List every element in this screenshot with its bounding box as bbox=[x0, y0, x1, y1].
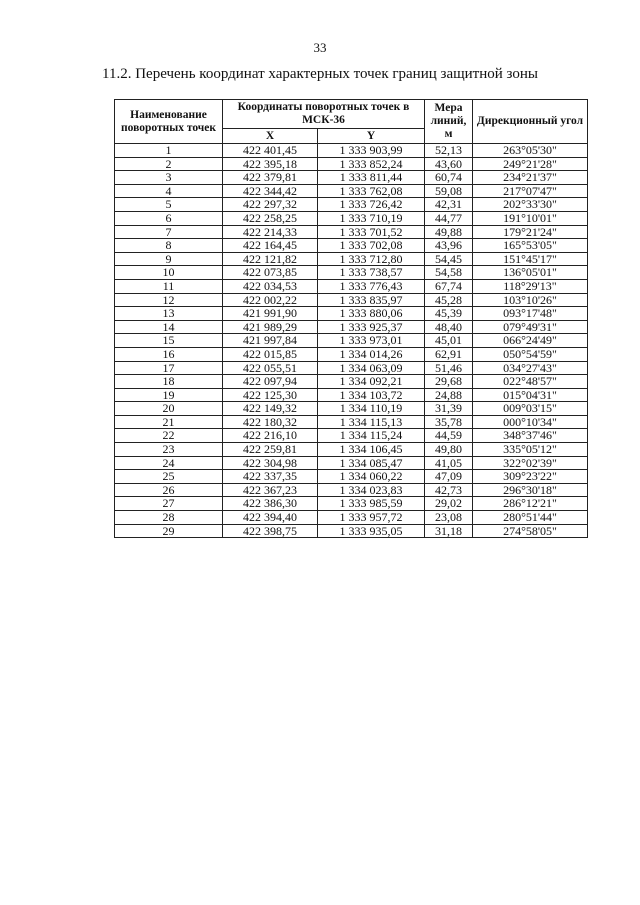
cell-direction-angle: 165°53'05" bbox=[473, 239, 588, 253]
table-row bbox=[115, 279, 588, 293]
cell-point-number: 22 bbox=[115, 429, 223, 443]
cell-point-number: 15 bbox=[115, 334, 223, 348]
cell-coord-x: 421 991,90 bbox=[223, 307, 318, 321]
cell-direction-angle: 136°05'01" bbox=[473, 266, 588, 280]
header-direction-angle: Дирекционный угол bbox=[473, 100, 588, 144]
cell-line-length: 44,77 bbox=[425, 211, 473, 225]
cell-line-length: 62,91 bbox=[425, 347, 473, 361]
table-row bbox=[115, 443, 588, 457]
cell-coord-y: 1 334 103,72 bbox=[318, 388, 425, 402]
table-body bbox=[115, 144, 588, 538]
cell-coord-y: 1 334 023,83 bbox=[318, 483, 425, 497]
cell-direction-angle: 296°30'18" bbox=[473, 483, 588, 497]
cell-line-length: 54,45 bbox=[425, 252, 473, 266]
cell-coord-x: 422 344,42 bbox=[223, 184, 318, 198]
cell-line-length: 52,13 bbox=[425, 144, 473, 158]
cell-coord-x: 422 394,40 bbox=[223, 511, 318, 525]
cell-line-length: 31,18 bbox=[425, 524, 473, 538]
table-row bbox=[115, 511, 588, 525]
cell-point-number: 8 bbox=[115, 239, 223, 253]
cell-coord-x: 422 337,35 bbox=[223, 470, 318, 484]
cell-coord-y: 1 333 738,57 bbox=[318, 266, 425, 280]
cell-coord-y: 1 333 903,99 bbox=[318, 144, 425, 158]
cell-point-number: 19 bbox=[115, 388, 223, 402]
cell-point-number: 14 bbox=[115, 320, 223, 334]
cell-line-length: 48,40 bbox=[425, 320, 473, 334]
cell-coord-x: 422 097,94 bbox=[223, 375, 318, 389]
cell-coord-x: 422 164,45 bbox=[223, 239, 318, 253]
table-row bbox=[115, 266, 588, 280]
cell-point-number: 27 bbox=[115, 497, 223, 511]
cell-direction-angle: 079°49'31" bbox=[473, 320, 588, 334]
cell-point-number: 23 bbox=[115, 443, 223, 457]
cell-coord-x: 422 395,18 bbox=[223, 157, 318, 171]
cell-point-number: 13 bbox=[115, 307, 223, 321]
cell-coord-y: 1 333 776,43 bbox=[318, 279, 425, 293]
cell-coord-y: 1 333 726,42 bbox=[318, 198, 425, 212]
cell-coord-y: 1 333 762,08 bbox=[318, 184, 425, 198]
cell-direction-angle: 249°21'28" bbox=[473, 157, 588, 171]
cell-coord-x: 422 125,30 bbox=[223, 388, 318, 402]
cell-direction-angle: 202°33'30" bbox=[473, 198, 588, 212]
cell-direction-angle: 335°05'12" bbox=[473, 443, 588, 457]
cell-coord-x: 422 386,30 bbox=[223, 497, 318, 511]
cell-coord-x: 422 216,10 bbox=[223, 429, 318, 443]
cell-coord-x: 422 258,25 bbox=[223, 211, 318, 225]
table-row bbox=[115, 252, 588, 266]
cell-coord-x: 422 304,98 bbox=[223, 456, 318, 470]
table-row bbox=[115, 497, 588, 511]
cell-coord-x: 422 214,33 bbox=[223, 225, 318, 239]
cell-coord-x: 422 015,85 bbox=[223, 347, 318, 361]
cell-coord-y: 1 333 957,72 bbox=[318, 511, 425, 525]
cell-coord-x: 421 997,84 bbox=[223, 334, 318, 348]
cell-line-length: 29,68 bbox=[425, 375, 473, 389]
cell-point-number: 10 bbox=[115, 266, 223, 280]
cell-coord-x: 422 180,32 bbox=[223, 415, 318, 429]
table-row bbox=[115, 415, 588, 429]
cell-line-length: 49,80 bbox=[425, 443, 473, 457]
cell-point-number: 16 bbox=[115, 347, 223, 361]
cell-coord-y: 1 333 925,37 bbox=[318, 320, 425, 334]
cell-coord-y: 1 333 985,59 bbox=[318, 497, 425, 511]
cell-coord-y: 1 334 115,13 bbox=[318, 415, 425, 429]
cell-point-number: 18 bbox=[115, 375, 223, 389]
cell-line-length: 67,74 bbox=[425, 279, 473, 293]
table-header bbox=[115, 100, 588, 144]
cell-coord-y: 1 333 710,19 bbox=[318, 211, 425, 225]
cell-line-length: 45,28 bbox=[425, 293, 473, 307]
cell-point-number: 11 bbox=[115, 279, 223, 293]
cell-point-number: 26 bbox=[115, 483, 223, 497]
table-row bbox=[115, 320, 588, 334]
cell-direction-angle: 309°23'22" bbox=[473, 470, 588, 484]
table-row bbox=[115, 225, 588, 239]
cell-coord-x: 422 034,53 bbox=[223, 279, 318, 293]
cell-point-number: 2 bbox=[115, 157, 223, 171]
cell-point-number: 20 bbox=[115, 402, 223, 416]
cell-direction-angle: 050°54'59" bbox=[473, 347, 588, 361]
cell-coord-x: 422 398,75 bbox=[223, 524, 318, 538]
cell-direction-angle: 151°45'17" bbox=[473, 252, 588, 266]
cell-coord-y: 1 334 060,22 bbox=[318, 470, 425, 484]
cell-point-number: 7 bbox=[115, 225, 223, 239]
cell-coord-x: 422 297,32 bbox=[223, 198, 318, 212]
cell-point-number: 21 bbox=[115, 415, 223, 429]
cell-direction-angle: 191°10'01" bbox=[473, 211, 588, 225]
cell-coord-y: 1 334 106,45 bbox=[318, 443, 425, 457]
cell-coord-x: 422 055,51 bbox=[223, 361, 318, 375]
table-row bbox=[115, 361, 588, 375]
cell-direction-angle: 217°07'47" bbox=[473, 184, 588, 198]
page-number: 33 bbox=[313, 40, 327, 55]
cell-coord-x: 422 002,22 bbox=[223, 293, 318, 307]
cell-line-length: 47,09 bbox=[425, 470, 473, 484]
table-row bbox=[115, 307, 588, 321]
cell-point-number: 9 bbox=[115, 252, 223, 266]
cell-point-number: 12 bbox=[115, 293, 223, 307]
table-row bbox=[115, 375, 588, 389]
cell-coord-y: 1 333 701,52 bbox=[318, 225, 425, 239]
table-row bbox=[115, 239, 588, 253]
cell-coord-y: 1 333 880,06 bbox=[318, 307, 425, 321]
cell-coord-y: 1 334 110,19 bbox=[318, 402, 425, 416]
cell-line-length: 42,31 bbox=[425, 198, 473, 212]
cell-point-number: 1 bbox=[115, 144, 223, 158]
table-row bbox=[115, 402, 588, 416]
cell-coord-x: 422 121,82 bbox=[223, 252, 318, 266]
cell-point-number: 28 bbox=[115, 511, 223, 525]
cell-line-length: 54,58 bbox=[425, 266, 473, 280]
table-row bbox=[115, 198, 588, 212]
cell-coord-x: 422 259,81 bbox=[223, 443, 318, 457]
cell-line-length: 43,96 bbox=[425, 239, 473, 253]
table-row bbox=[115, 334, 588, 348]
cell-coord-x: 422 073,85 bbox=[223, 266, 318, 280]
cell-direction-angle: 234°21'37" bbox=[473, 171, 588, 185]
cell-coord-y: 1 333 702,08 bbox=[318, 239, 425, 253]
cell-direction-angle: 009°03'15" bbox=[473, 402, 588, 416]
table-row bbox=[115, 157, 588, 171]
header-line-length: Мера линий, м bbox=[425, 100, 473, 144]
table-row bbox=[115, 211, 588, 225]
table-row bbox=[115, 293, 588, 307]
cell-line-length: 24,88 bbox=[425, 388, 473, 402]
table-row bbox=[115, 388, 588, 402]
cell-line-length: 51,46 bbox=[425, 361, 473, 375]
table-row bbox=[115, 144, 588, 158]
cell-point-number: 4 bbox=[115, 184, 223, 198]
cell-direction-angle: 274°58'05" bbox=[473, 524, 588, 538]
table-row bbox=[115, 483, 588, 497]
table-row bbox=[115, 456, 588, 470]
cell-coord-y: 1 333 935,05 bbox=[318, 524, 425, 538]
cell-line-length: 45,01 bbox=[425, 334, 473, 348]
cell-direction-angle: 263°05'30" bbox=[473, 144, 588, 158]
cell-direction-angle: 118°29'13" bbox=[473, 279, 588, 293]
cell-line-length: 49,88 bbox=[425, 225, 473, 239]
table-row bbox=[115, 171, 588, 185]
cell-coord-y: 1 333 852,24 bbox=[318, 157, 425, 171]
cell-direction-angle: 034°27'43" bbox=[473, 361, 588, 375]
cell-point-number: 5 bbox=[115, 198, 223, 212]
cell-line-length: 43,60 bbox=[425, 157, 473, 171]
header-y: Y bbox=[318, 129, 425, 144]
cell-line-length: 44,59 bbox=[425, 429, 473, 443]
cell-line-length: 35,78 bbox=[425, 415, 473, 429]
cell-direction-angle: 093°17'48" bbox=[473, 307, 588, 321]
cell-line-length: 23,08 bbox=[425, 511, 473, 525]
cell-coord-y: 1 333 811,44 bbox=[318, 171, 425, 185]
table-row bbox=[115, 524, 588, 538]
cell-coord-x: 422 149,32 bbox=[223, 402, 318, 416]
cell-line-length: 29,02 bbox=[425, 497, 473, 511]
header-point-name: Наименование поворотных точек bbox=[115, 100, 223, 144]
cell-line-length: 59,08 bbox=[425, 184, 473, 198]
cell-coord-y: 1 334 092,21 bbox=[318, 375, 425, 389]
cell-line-length: 31,39 bbox=[425, 402, 473, 416]
cell-coord-y: 1 334 115,24 bbox=[318, 429, 425, 443]
cell-line-length: 45,39 bbox=[425, 307, 473, 321]
cell-line-length: 42,73 bbox=[425, 483, 473, 497]
cell-point-number: 6 bbox=[115, 211, 223, 225]
cell-point-number: 24 bbox=[115, 456, 223, 470]
table-row bbox=[115, 470, 588, 484]
cell-direction-angle: 103°10'26" bbox=[473, 293, 588, 307]
header-x: X bbox=[223, 129, 318, 144]
cell-direction-angle: 000°10'34" bbox=[473, 415, 588, 429]
cell-line-length: 41,05 bbox=[425, 456, 473, 470]
cell-point-number: 17 bbox=[115, 361, 223, 375]
cell-line-length: 60,74 bbox=[425, 171, 473, 185]
cell-coord-y: 1 334 063,09 bbox=[318, 361, 425, 375]
cell-coord-y: 1 333 835,97 bbox=[318, 293, 425, 307]
cell-direction-angle: 286°12'21" bbox=[473, 497, 588, 511]
cell-coord-y: 1 333 712,80 bbox=[318, 252, 425, 266]
table-row bbox=[115, 429, 588, 443]
section-title: 11.2. Перечень координат характерных точек границ защитной зоны bbox=[102, 66, 538, 82]
coordinates-table bbox=[114, 99, 588, 538]
cell-coord-x: 421 989,29 bbox=[223, 320, 318, 334]
table-row bbox=[115, 184, 588, 198]
cell-coord-x: 422 401,45 bbox=[223, 144, 318, 158]
cell-point-number: 25 bbox=[115, 470, 223, 484]
cell-direction-angle: 015°04'31" bbox=[473, 388, 588, 402]
header-coordinates: Координаты поворотных точек в МСК-36 bbox=[223, 100, 425, 129]
cell-coord-x: 422 367,23 bbox=[223, 483, 318, 497]
cell-point-number: 3 bbox=[115, 171, 223, 185]
cell-coord-y: 1 333 973,01 bbox=[318, 334, 425, 348]
cell-direction-angle: 322°02'39" bbox=[473, 456, 588, 470]
cell-coord-y: 1 334 014,26 bbox=[318, 347, 425, 361]
cell-direction-angle: 179°21'24" bbox=[473, 225, 588, 239]
cell-coord-x: 422 379,81 bbox=[223, 171, 318, 185]
cell-direction-angle: 280°51'44" bbox=[473, 511, 588, 525]
cell-point-number: 29 bbox=[115, 524, 223, 538]
cell-coord-y: 1 334 085,47 bbox=[318, 456, 425, 470]
cell-direction-angle: 066°24'49" bbox=[473, 334, 588, 348]
cell-direction-angle: 348°37'46" bbox=[473, 429, 588, 443]
table-row bbox=[115, 347, 588, 361]
cell-direction-angle: 022°48'57" bbox=[473, 375, 588, 389]
